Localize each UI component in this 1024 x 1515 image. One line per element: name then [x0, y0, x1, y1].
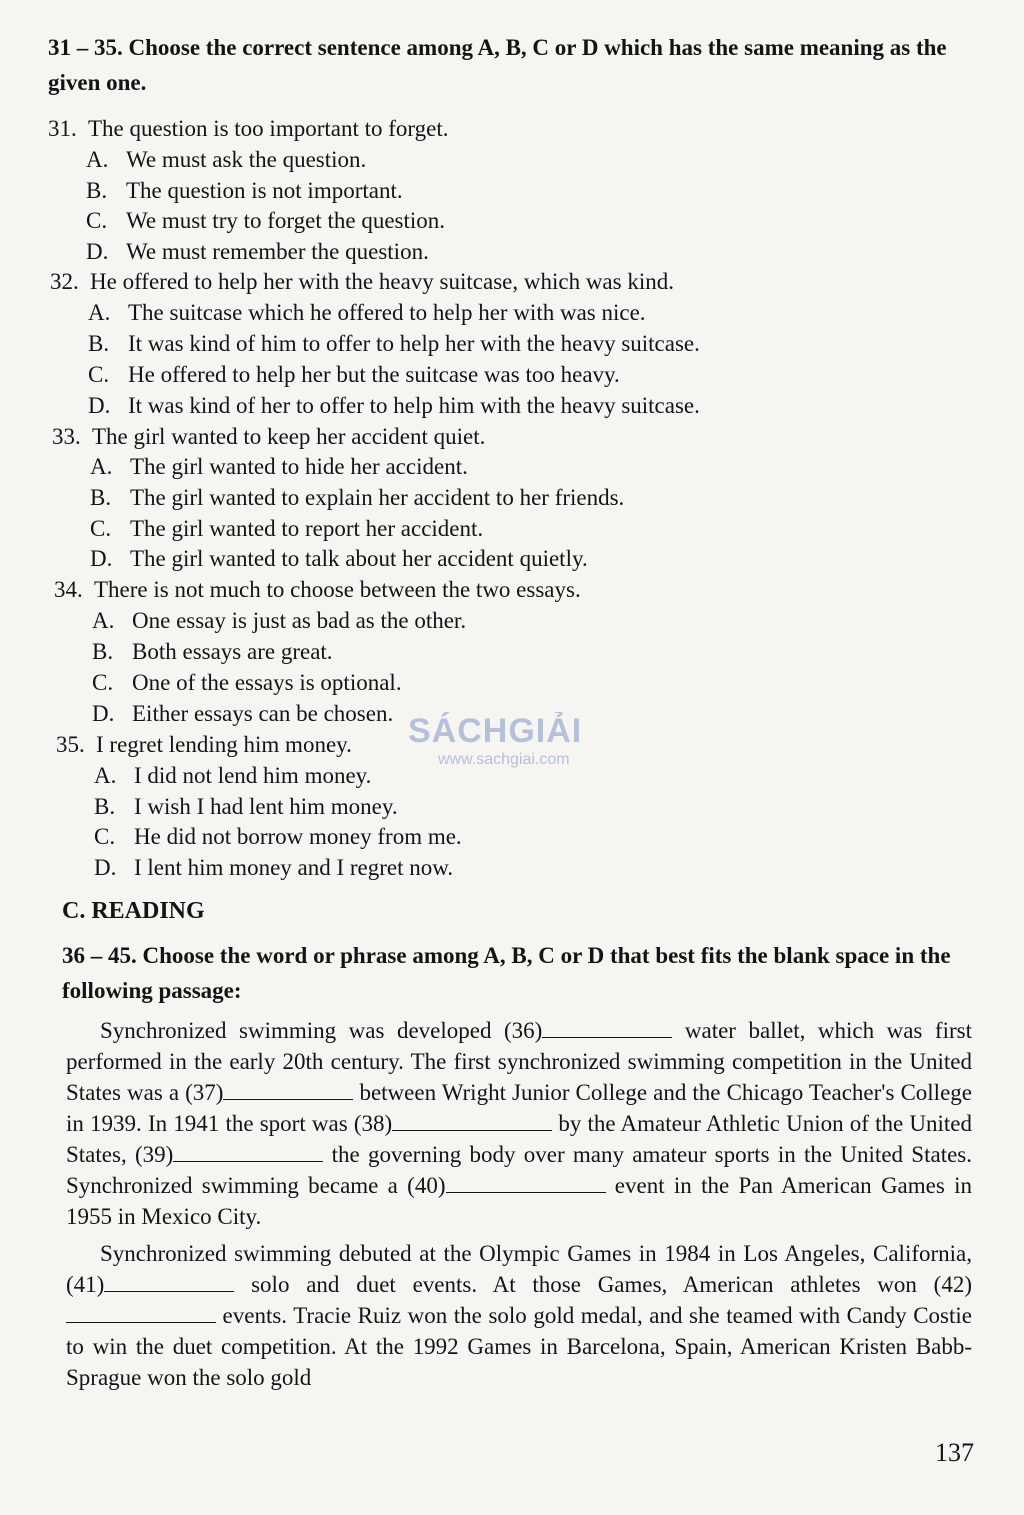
option-34d	[92, 699, 393, 729]
option-letter: A.	[88, 300, 111, 325]
option-text: The girl wanted to talk about her accident quietly.	[130, 546, 588, 571]
option-text: We must try to forget the question.	[126, 208, 446, 233]
option-text: One essay is just as bad as the other.	[132, 608, 467, 633]
option-text: Either essays can be chosen.	[132, 701, 394, 726]
blank-36[interactable]	[542, 1019, 672, 1038]
option-text: I wish I had lent him money.	[134, 794, 398, 819]
question-number: 34.	[54, 577, 83, 602]
blank-37[interactable]	[223, 1081, 353, 1100]
option-letter: C.	[90, 516, 112, 541]
option-text: The girl wanted to hide her accident.	[130, 454, 468, 479]
option-letter: D.	[92, 701, 115, 726]
option-35b	[94, 792, 398, 822]
question-34	[54, 575, 581, 605]
option-33b	[90, 483, 624, 513]
blank-39[interactable]	[173, 1143, 323, 1162]
option-35d	[94, 853, 453, 883]
option-text: It was kind of him to offer to help her with the heavy suitcase.	[128, 331, 700, 356]
watermark-url: www.sachgiai.com	[438, 751, 570, 768]
option-text: We must remember the question.	[126, 239, 429, 264]
option-letter: A.	[90, 454, 113, 479]
option-letter: C.	[88, 362, 110, 387]
option-letter: A.	[94, 763, 117, 788]
option-33c	[90, 514, 483, 544]
option-letter: B.	[94, 794, 116, 819]
passage-text: by the Amateur Athletic Union of the United States, (39)	[66, 1111, 972, 1167]
option-text: Both essays are great.	[132, 639, 333, 664]
option-32b	[88, 329, 700, 359]
passage-text: solo and duet events. At those Games, American athletes won (42)	[234, 1272, 972, 1297]
question-32	[50, 267, 674, 297]
option-letter: C.	[86, 208, 108, 233]
question-text: There is not much to choose between the two essays.	[94, 577, 581, 602]
question-text: The girl wanted to keep her accident quiet.	[92, 424, 486, 449]
sachgiai-watermark	[408, 712, 582, 769]
passage-text: Synchronized swimming debuted at the Olympic Games in 1984 in Los Angeles, California, (41)	[66, 1241, 972, 1297]
passage-text: event in the Pan American Games in 1955 in Mexico City.	[66, 1173, 972, 1229]
option-text: I lent him money and I regret now.	[134, 855, 454, 880]
option-33d	[90, 544, 588, 574]
option-31c	[86, 206, 445, 236]
option-35c	[94, 822, 462, 852]
option-31a	[86, 145, 366, 175]
option-31b	[86, 176, 403, 206]
option-text: He offered to help her but the suitcase was too heavy.	[128, 362, 620, 387]
option-letter: B.	[92, 639, 114, 664]
blank-41[interactable]	[104, 1273, 234, 1292]
question-text: He offered to help her with the heavy suitcase, which was kind.	[90, 269, 674, 294]
question-number: 31.	[48, 116, 77, 141]
option-letter: D.	[90, 546, 113, 571]
option-text: The question is not important.	[126, 178, 403, 203]
option-34c	[92, 668, 402, 698]
question-31	[48, 114, 449, 144]
option-text: The suitcase which he offered to help her with was nice.	[128, 300, 646, 325]
option-text: It was kind of her to offer to help him with the heavy suitcase.	[128, 393, 700, 418]
reading-passage	[66, 1015, 972, 1399]
option-32a	[88, 298, 646, 328]
option-letter: C.	[94, 824, 116, 849]
option-32d	[88, 391, 700, 421]
question-35	[56, 730, 352, 760]
question-number: 35.	[56, 732, 85, 757]
option-letter: A.	[86, 147, 109, 172]
option-letter: A.	[92, 608, 115, 633]
passage-paragraph-2	[66, 1238, 972, 1393]
option-text: The girl wanted to explain her accident to her friends.	[130, 485, 625, 510]
option-text: One of the essays is optional.	[132, 670, 402, 695]
section-heading-31-35: 31 – 35. Choose the correct sentence among A, B, C or D which has the same meaning as the given one.	[48, 35, 947, 95]
blank-42[interactable]	[66, 1304, 216, 1323]
option-34a	[92, 606, 466, 636]
passage-text: water ballet, which was first performed in the early 20th century. The first synchronized swimming competition in the United States was a (37)	[66, 1018, 972, 1105]
option-text: He did not borrow money from me.	[134, 824, 462, 849]
page-number: 137	[935, 1438, 974, 1467]
question-number: 33.	[52, 424, 81, 449]
option-letter: D.	[88, 393, 111, 418]
passage-text: between Wright Junior College and the Chicago Teacher's College in 1939. In 1941 the sport was (38)	[66, 1080, 972, 1136]
option-33a	[90, 452, 468, 482]
option-32c	[88, 360, 620, 390]
passage-text: events. Tracie Ruiz won the solo gold medal, and she teamed with Candy Costie to win the duet competition. At the 1992 Games in Barcelona, Spain, American Kristen Babb-Sprague won the solo gold	[66, 1303, 972, 1390]
option-letter: D.	[94, 855, 117, 880]
question-number: 32.	[50, 269, 79, 294]
blank-40[interactable]	[446, 1174, 606, 1193]
passage-text: Synchronized swimming was developed (36)	[100, 1018, 543, 1043]
option-letter: B.	[88, 331, 110, 356]
question-text: The question is too important to forget.	[88, 116, 449, 141]
question-33	[52, 422, 485, 452]
option-text: I did not lend him money.	[134, 763, 372, 788]
blank-38[interactable]	[392, 1112, 552, 1131]
option-letter: B.	[90, 485, 112, 510]
option-text: The girl wanted to report her accident.	[130, 516, 484, 541]
option-letter: B.	[86, 178, 108, 203]
question-text: I regret lending him money.	[96, 732, 352, 757]
option-letter: D.	[86, 239, 109, 264]
section-title-reading: C. READING	[62, 898, 205, 924]
option-34b	[92, 637, 333, 667]
passage-text: the governing body over many amateur sports in the United States. Synchronized swimming became a (40)	[66, 1142, 972, 1198]
option-35a	[94, 761, 371, 791]
option-31d	[86, 237, 429, 267]
passage-paragraph-1	[66, 1015, 972, 1232]
watermark-logo: SÁCHGIẢI	[408, 712, 583, 750]
section-heading-36-45: 36 – 45. Choose the word or phrase among A, B, C or D that best fits the blank space in the following passage:	[62, 943, 951, 1003]
option-letter: C.	[92, 670, 114, 695]
option-text: We must ask the question.	[126, 147, 367, 172]
